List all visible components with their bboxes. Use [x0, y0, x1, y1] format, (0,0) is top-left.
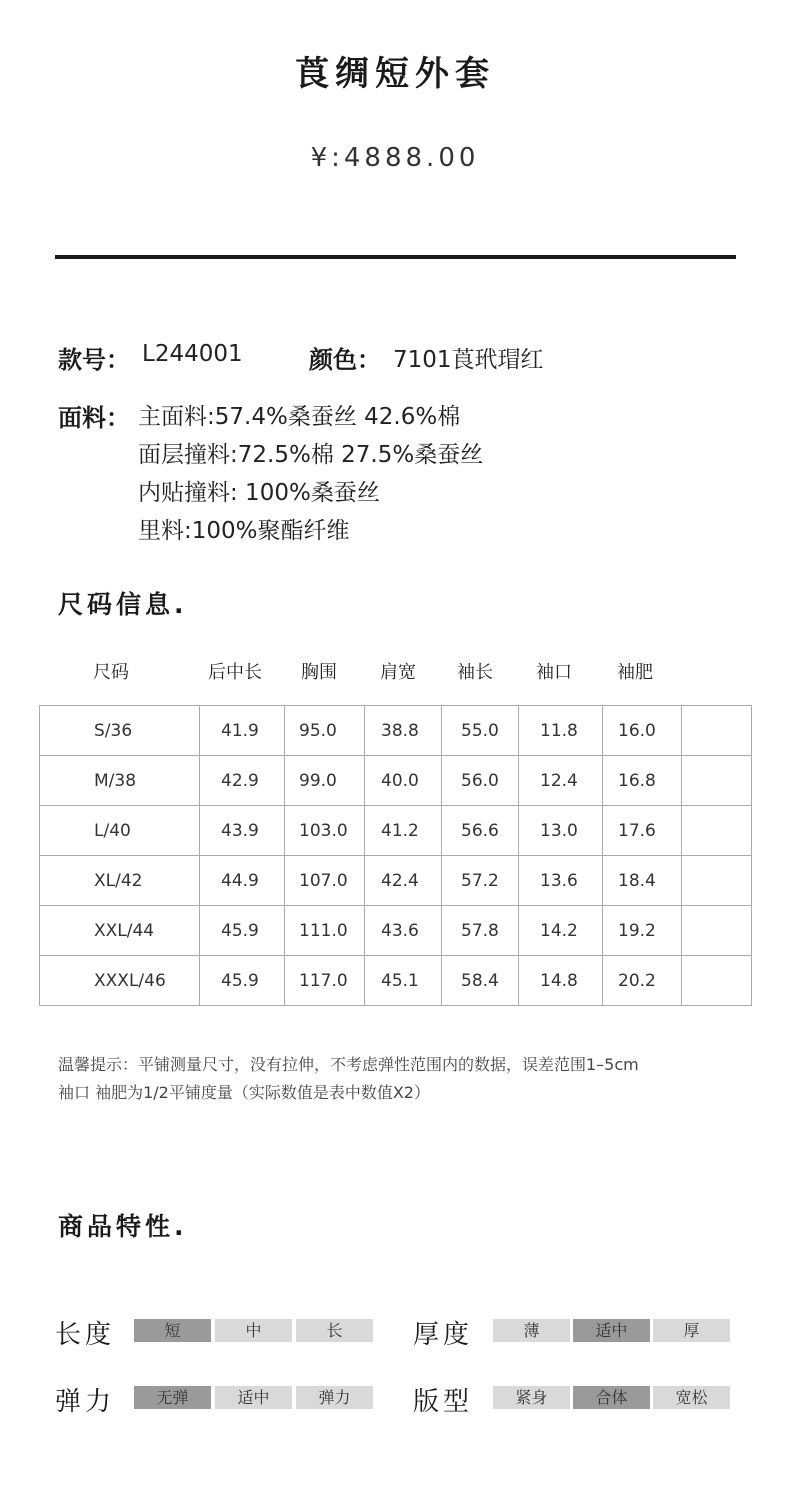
cell-empty [682, 856, 752, 906]
cell-value: 19.2 [603, 906, 682, 956]
cell-value: 41.9 [200, 706, 285, 756]
cell-value: 13.6 [519, 856, 603, 906]
cell-empty [682, 756, 752, 806]
cell-value: 14.8 [519, 956, 603, 1006]
elasticity-option-stretch: 弹力 [296, 1386, 373, 1409]
col-header-chest: 胸围 [301, 662, 337, 683]
cell-value: 16.0 [603, 706, 682, 756]
fabric-line-surface: 面层撞料:72.5%棉 27.5%桑蚕丝 [138, 442, 484, 468]
cell-value: 107.0 [285, 856, 365, 906]
cell-size: S/36 [40, 706, 200, 756]
length-option-short: 短 [134, 1319, 211, 1342]
elasticity-option-none: 无弹 [134, 1386, 211, 1409]
col-header-cuff: 袖口 [536, 662, 572, 683]
cell-value: 16.8 [603, 756, 682, 806]
thickness-option-thin: 薄 [493, 1319, 570, 1342]
cell-value: 18.4 [603, 856, 682, 906]
measurement-note-sleeve: 袖口 袖肥为1/2平铺度量（实际数值是表中数值X2） [58, 1083, 430, 1102]
cell-value: 111.0 [285, 906, 365, 956]
fit-option-slim: 紧身 [493, 1386, 570, 1409]
table-row [40, 756, 752, 806]
cell-value: 13.0 [519, 806, 603, 856]
cell-value: 57.2 [442, 856, 519, 906]
color-value: 7101莨玳瑁红 [393, 347, 544, 373]
cell-value: 42.9 [200, 756, 285, 806]
cell-value: 41.2 [365, 806, 442, 856]
cell-empty [682, 806, 752, 856]
feature-label-elasticity: 弹力 [55, 1387, 116, 1417]
col-header-sleeve-width: 袖肥 [617, 662, 653, 683]
size-table [39, 705, 752, 1006]
product-price: ¥:4888.00 [310, 143, 480, 173]
cell-size: M/38 [40, 756, 200, 806]
size-section-title: 尺码信息. [58, 590, 188, 619]
cell-size: XXL/44 [40, 906, 200, 956]
elasticity-option-medium: 适中 [215, 1386, 292, 1409]
cell-value: 117.0 [285, 956, 365, 1006]
cell-value: 45.9 [200, 956, 285, 1006]
cell-value: 14.2 [519, 906, 603, 956]
length-option-medium: 中 [215, 1319, 292, 1342]
fit-option-loose: 宽松 [653, 1386, 730, 1409]
thickness-option-medium: 适中 [573, 1319, 650, 1342]
feature-label-fit: 版型 [413, 1387, 474, 1417]
fabric-line-inner: 内贴撞料: 100%桑蚕丝 [138, 480, 380, 506]
cell-size: XL/42 [40, 856, 200, 906]
cell-value: 45.1 [365, 956, 442, 1006]
fabric-label: 面料： [58, 404, 130, 432]
cell-value: 95.0 [285, 706, 365, 756]
cell-empty [682, 956, 752, 1006]
cell-value: 20.2 [603, 956, 682, 1006]
cell-empty [682, 706, 752, 756]
cell-value: 43.9 [200, 806, 285, 856]
cell-value: 42.4 [365, 856, 442, 906]
cell-value: 43.6 [365, 906, 442, 956]
divider [55, 255, 736, 259]
cell-size: XXXL/46 [40, 956, 200, 1006]
cell-value: 17.6 [603, 806, 682, 856]
cell-value: 44.9 [200, 856, 285, 906]
features-section-title: 商品特性. [58, 1212, 188, 1241]
cell-value: 45.9 [200, 906, 285, 956]
cell-value: 99.0 [285, 756, 365, 806]
cell-value: 103.0 [285, 806, 365, 856]
cell-value: 56.6 [442, 806, 519, 856]
cell-value: 38.8 [365, 706, 442, 756]
cell-value: 57.8 [442, 906, 519, 956]
table-row [40, 806, 752, 856]
measurement-note: 温馨提示：平铺测量尺寸，没有拉伸，不考虑弹性范围内的数据，误差范围1–5cm [58, 1055, 639, 1074]
style-number-value: L244001 [142, 341, 243, 367]
thickness-option-thick: 厚 [653, 1319, 730, 1342]
color-label: 颜色： [309, 346, 381, 374]
fit-option-regular: 合体 [573, 1386, 650, 1409]
col-header-size: 尺码 [93, 662, 129, 683]
col-header-back-length: 后中长 [208, 662, 262, 683]
col-header-shoulder: 肩宽 [380, 662, 416, 683]
table-row [40, 706, 752, 756]
cell-value: 12.4 [519, 756, 603, 806]
cell-empty [682, 906, 752, 956]
cell-value: 55.0 [442, 706, 519, 756]
cell-value: 40.0 [365, 756, 442, 806]
cell-value: 56.0 [442, 756, 519, 806]
table-row [40, 956, 752, 1006]
product-title: 莨绸短外套 [295, 54, 495, 94]
table-row [40, 856, 752, 906]
fabric-line-lining: 里料:100%聚酯纤维 [138, 518, 350, 544]
fabric-line-main: 主面料:57.4%桑蚕丝 42.6%棉 [138, 404, 461, 430]
cell-value: 58.4 [442, 956, 519, 1006]
cell-size: L/40 [40, 806, 200, 856]
table-row [40, 906, 752, 956]
feature-label-thickness: 厚度 [413, 1320, 474, 1350]
feature-label-length: 长度 [55, 1320, 116, 1350]
length-option-long: 长 [296, 1319, 373, 1342]
style-number-label: 款号： [58, 346, 130, 374]
cell-value: 11.8 [519, 706, 603, 756]
col-header-sleeve-length: 袖长 [457, 662, 493, 683]
